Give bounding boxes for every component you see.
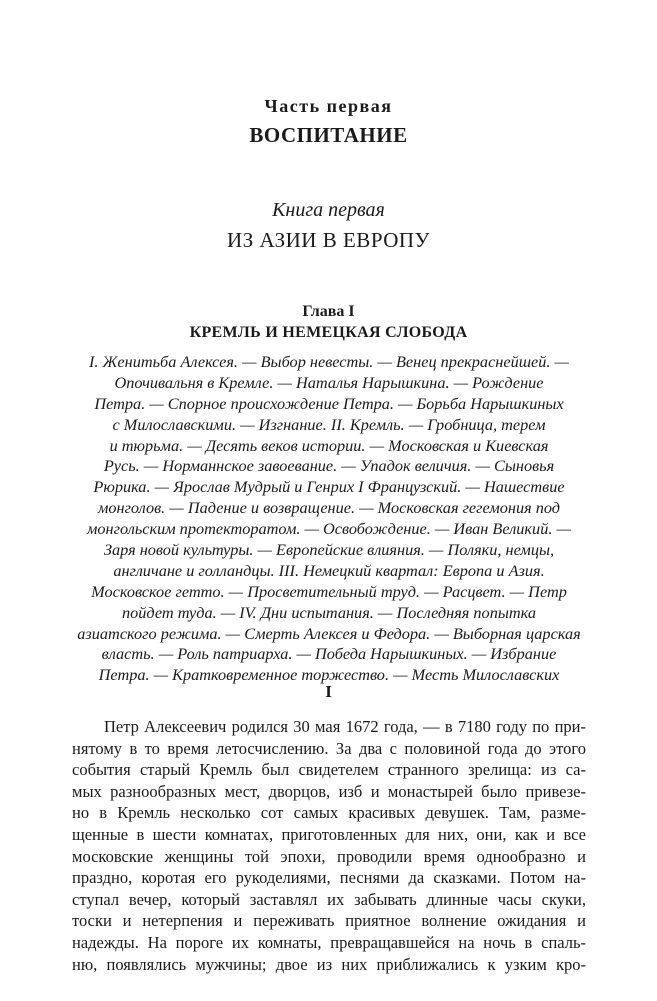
summary-line: Петра. — Кратковременное торжество. — Месть Милославских [98, 665, 560, 685]
summary-line: Опочивальня в Кремле. — Наталья Нарышкина. — Рождение [114, 372, 544, 392]
body-line: щенные в шести комнатах, приготовленных для них, они, как и все [72, 824, 586, 844]
section-number: I [325, 682, 332, 701]
part-title: ВОСПИТАНИЕ [249, 123, 408, 147]
summary-line: Московское гетто. — Просветительный труд. — Расцвет. — Петр [91, 581, 567, 601]
book-title: ИЗ АЗИИ В ЕВРОПУ [227, 228, 430, 252]
summary-line: с Милославскими. — Изгнание. II. Кремль. — Гробница, терем [112, 414, 546, 434]
chapter-title: КРЕМЛЬ И НЕМЕЦКАЯ СЛОБОДА [189, 324, 468, 341]
part-label: Часть первая [264, 96, 393, 116]
body-line: московские женщины той эпохи, проводили время однообразно и [72, 846, 586, 866]
body-line: Петр Алексеевич родился 30 мая 1672 года, — в 7180 году по при- [104, 717, 586, 736]
summary-line: власть. — Роль патриарха. — Победа Нарышкиных. — Избрание [101, 644, 557, 664]
body-line: события старый Кремль был свидетелем странного зрелища: из са- [72, 760, 586, 780]
body-line: надежды. На пороге их комнаты, превращавшейся на ночь в спаль- [72, 932, 586, 952]
summary-line: I. Женитьба Алексея. — Выбор невесты. — Венец прекраснейшей. — [88, 352, 570, 371]
summary-line: Рюрика. — Ярослав Мудрый и Генрих I Французский. — Нашествие [93, 477, 565, 497]
summary-line: монгольским протекторатом. — Освобождение. — Иван Великий. — [87, 519, 571, 539]
summary-line: Русь. — Норманнское завоевание. — Упадок величия. — Сыновья [103, 456, 555, 476]
body-line: но в Кремль несколько сот самых красивых девушек. Там, разме- [72, 803, 586, 823]
summary-line: монголов. — Падение и возвращение. — Московская гегемония под [97, 498, 561, 518]
summary-line: азиатского режима. — Смерть Алексея и Федора. — Выборная царская [77, 623, 581, 643]
chapter-summary [72, 352, 586, 686]
summary-line: англичане и голландцы. III. Немецкий квартал: Европа и Азия. [113, 560, 545, 580]
summary-line: Заря новой культуры. — Европейские влияния. — Поляки, немцы, [103, 540, 555, 560]
summary-line: Петра. — Спорное происхождение Петра. — Борьба Нарышкиных [94, 393, 564, 413]
body-line: мых разнообразных мест, дворцов, изб и монастырей было привезе- [72, 781, 586, 801]
chapter-label: Глава I [302, 303, 355, 320]
summary-line: и тюрьма. — Десять веков истории. — Московская и Киевская [109, 435, 549, 455]
body-paragraph [72, 716, 586, 975]
body-line: ню, появлялись мужчины; двое из них приближались к узким кро- [72, 954, 586, 974]
body-line: ступал вечер, который заставлял их забывать длинные часы скуки, [72, 889, 586, 909]
body-line: нятому в то время летосчислению. За два с половиной года до этого [72, 738, 586, 758]
summary-line: пойдет туда. — IV. Дни испытания. — Последняя попытка [122, 602, 536, 622]
body-line: тоски и нетерпения и переживать приятное волнение ожидания и [72, 911, 586, 931]
book-label: Книга первая [272, 199, 385, 221]
body-line: праздно, коротая его рукоделиями, песнями да сказками. Потом на- [72, 868, 586, 888]
